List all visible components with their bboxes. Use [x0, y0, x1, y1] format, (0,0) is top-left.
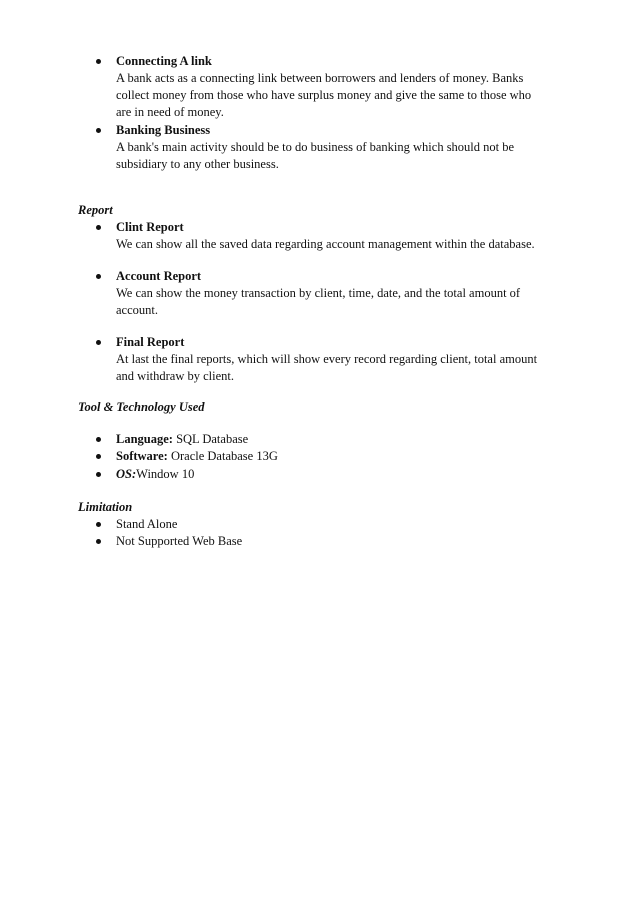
list-item-connecting-link — [96, 53, 562, 121]
item-title: Clint Report — [116, 220, 184, 234]
tool-value: Window 10 — [136, 467, 195, 481]
tool-value: SQL Database — [176, 432, 249, 446]
item-title: Account Report — [116, 269, 202, 283]
item-body-line: and withdraw by client. — [116, 369, 235, 383]
bullet-icon — [96, 522, 101, 527]
bullet-icon — [96, 59, 101, 64]
item-body-line: A bank acts as a connecting link between borrowers and lenders of money. Banks — [116, 71, 524, 85]
tool-label: Language: — [116, 432, 173, 446]
section-heading-report: Report — [78, 203, 113, 217]
limitation-text: Stand Alone — [116, 517, 178, 531]
list-item-os — [96, 466, 562, 483]
bullet-icon — [96, 472, 101, 477]
tool-value: Oracle Database 13G — [170, 449, 278, 463]
bullet-icon — [96, 340, 101, 345]
bullet-icon — [96, 437, 101, 442]
bullet-icon — [96, 539, 101, 544]
list-item-language — [96, 431, 562, 448]
list-item-not-supported — [96, 533, 562, 550]
list-item-banking-business — [96, 122, 562, 173]
list-item-account-report — [96, 268, 562, 319]
tool-label: OS: — [116, 467, 137, 481]
section-heading-tools: Tool & Technology Used — [78, 400, 205, 414]
list-item-software — [96, 448, 562, 465]
list-item-clint-report — [96, 219, 562, 253]
item-body-line: account. — [116, 303, 158, 317]
item-body-line: A bank's main activity should be to do business of banking which should not be — [116, 140, 515, 154]
tool-label: Software: — [116, 449, 168, 463]
item-body-line: We can show the money transaction by client, time, date, and the total amount of — [116, 286, 521, 300]
item-title: Final Report — [116, 335, 185, 349]
section-heading-limitation: Limitation — [78, 500, 133, 514]
item-body-line: subsidiary to any other business. — [116, 157, 279, 171]
list-item-stand-alone — [96, 516, 562, 533]
bullet-icon — [96, 454, 101, 459]
item-body-line: We can show all the saved data regarding account management within the database. — [116, 237, 535, 251]
item-body-line: are in need of money. — [116, 105, 224, 119]
bullet-icon — [96, 225, 101, 230]
item-body-line: At last the final reports, which will show every record regarding client, total amount — [116, 352, 538, 366]
list-item-final-report — [96, 334, 562, 385]
item-title: Banking Business — [116, 123, 211, 137]
bullet-icon — [96, 128, 101, 133]
limitation-text: Not Supported Web Base — [116, 534, 243, 548]
item-body-line: collect money from those who have surplus money and give the same to those who — [116, 88, 532, 102]
bullet-icon — [96, 274, 101, 279]
item-title: Connecting A link — [116, 54, 212, 68]
